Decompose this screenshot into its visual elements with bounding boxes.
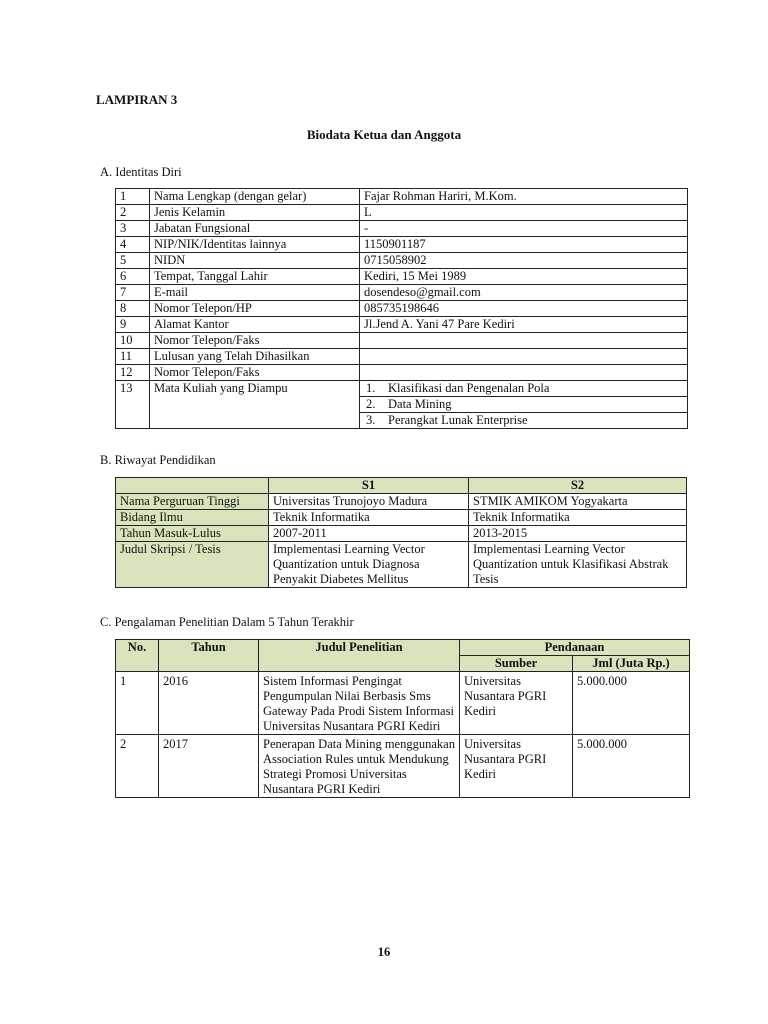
- penelitian-table: [115, 639, 690, 798]
- identitas-row: [116, 285, 688, 301]
- identitas-row: [116, 269, 688, 285]
- pendidikan-row: [116, 494, 687, 510]
- penelitian-judul: Penerapan Data Mining menggunakan Association Rules untuk Mendukung Strategi Promosi Universitas Nusantara PGRI Kediri: [259, 735, 460, 798]
- course-number: 3.: [366, 413, 376, 427]
- penelitian-no: 2: [116, 735, 159, 798]
- identitas-row: [116, 317, 688, 333]
- penelitian-tahun: 2016: [159, 672, 259, 735]
- identitas-value: [360, 333, 688, 349]
- identitas-value: [360, 365, 688, 381]
- page-title: Biodata Ketua dan Anggota: [306, 127, 462, 142]
- identitas-value: Jl.Jend A. Yani 47 Pare Kediri: [360, 317, 688, 333]
- course-name: Perangkat Lunak Enterprise: [388, 413, 528, 427]
- identitas-row: [116, 333, 688, 349]
- pendidikan-header-empty: [116, 478, 269, 494]
- identitas-value: 0715058902: [360, 253, 688, 269]
- pendidikan-label: Tahun Masuk-Lulus: [116, 526, 269, 542]
- identitas-value: 085735198646: [360, 301, 688, 317]
- pendidikan-label: Nama Perguruan Tinggi: [116, 494, 269, 510]
- pendidikan-s1: Implementasi Learning Vector Quantization untuk Diagnosa Penyakit Diabetes Mellitus: [269, 542, 469, 588]
- pendidikan-row: [116, 526, 687, 542]
- identitas-value: -: [360, 221, 688, 237]
- pendidikan-s2: STMIK AMIKOM Yogyakarta: [469, 494, 687, 510]
- identitas-row: [116, 205, 688, 221]
- pendidikan-s2: 2013-2015: [469, 526, 687, 542]
- penelitian-header-jml: Jml (Juta Rp.): [573, 656, 690, 672]
- pendidikan-header-s1: S1: [269, 478, 469, 494]
- pendidikan-row: [116, 542, 687, 588]
- identitas-label: Lulusan yang Telah Dihasilkan: [150, 349, 360, 365]
- identitas-label: Mata Kuliah yang Diampu: [150, 381, 360, 429]
- penelitian-header-pendanaan: Pendanaan: [460, 640, 690, 656]
- pendidikan-label: Bidang Ilmu: [116, 510, 269, 526]
- identitas-row: [116, 237, 688, 253]
- identitas-label: Nomor Telepon/Faks: [150, 365, 360, 381]
- identitas-value: [360, 349, 688, 365]
- pendidikan-row: [116, 510, 687, 526]
- identitas-label: Nama Lengkap (dengan gelar): [150, 189, 360, 205]
- course-item: [360, 413, 687, 429]
- identitas-no: 11: [116, 349, 150, 365]
- identitas-no: 13: [116, 381, 150, 429]
- identitas-row: [116, 365, 688, 381]
- pendidikan-s1: Teknik Informatika: [269, 510, 469, 526]
- identitas-value: dosendeso@gmail.com: [360, 285, 688, 301]
- identitas-row: [116, 349, 688, 365]
- page-number: 16: [377, 945, 391, 959]
- identitas-table: [115, 188, 688, 429]
- pendidikan-header-s2: S2: [469, 478, 687, 494]
- courses-cell: [360, 381, 688, 429]
- identitas-label: Jabatan Fungsional: [150, 221, 360, 237]
- identitas-value: Fajar Rohman Hariri, M.Kom.: [360, 189, 688, 205]
- identitas-value: L: [360, 205, 688, 221]
- identitas-no: 4: [116, 237, 150, 253]
- identitas-no: 6: [116, 269, 150, 285]
- identitas-no: 1: [116, 189, 150, 205]
- course-item: [360, 381, 687, 397]
- pendidikan-s2: Teknik Informatika: [469, 510, 687, 526]
- pendidikan-s1: Universitas Trunojoyo Madura: [269, 494, 469, 510]
- penelitian-jml: 5.000.000: [573, 672, 690, 735]
- identitas-label: NIP/NIK/Identitas lainnya: [150, 237, 360, 253]
- identitas-no: 8: [116, 301, 150, 317]
- identitas-row-courses: [116, 381, 688, 429]
- penelitian-row: [116, 735, 690, 798]
- penelitian-header-tahun: Tahun: [159, 640, 259, 672]
- lampiran-label: LAMPIRAN 3: [96, 92, 178, 107]
- identitas-no: 5: [116, 253, 150, 269]
- identitas-row: [116, 221, 688, 237]
- penelitian-header-no: No.: [116, 640, 159, 672]
- pendidikan-label: Judul Skripsi / Tesis: [116, 542, 269, 588]
- penelitian-sumber: Universitas Nusantara PGRI Kediri: [460, 735, 573, 798]
- identitas-no: 10: [116, 333, 150, 349]
- pendidikan-s2: Implementasi Learning Vector Quantization untuk Klasifikasi Abstrak Tesis: [469, 542, 687, 588]
- penelitian-header-sumber: Sumber: [460, 656, 573, 672]
- course-name: Klasifikasi dan Pengenalan Pola: [388, 381, 550, 395]
- section-b-heading: B. Riwayat Pendidikan: [100, 453, 216, 467]
- identitas-label: E-mail: [150, 285, 360, 301]
- identitas-no: 12: [116, 365, 150, 381]
- section-c-heading: C. Pengalaman Penelitian Dalam 5 Tahun Terakhir: [100, 615, 354, 629]
- penelitian-header-judul: Judul Penelitian: [259, 640, 460, 672]
- pendidikan-s1: 2007-2011: [269, 526, 469, 542]
- penelitian-judul: Sistem Informasi Pengingat Pengumpulan Nilai Berbasis Sms Gateway Pada Prodi Sistem Informasi Universitas Nusantara PGRI Kediri: [259, 672, 460, 735]
- penelitian-tahun: 2017: [159, 735, 259, 798]
- identitas-row: [116, 253, 688, 269]
- pendidikan-table: [115, 477, 687, 588]
- course-number: 1.: [366, 381, 376, 395]
- identitas-value: Kediri, 15 Mei 1989: [360, 269, 688, 285]
- identitas-label: Tempat, Tanggal Lahir: [150, 269, 360, 285]
- identitas-no: 7: [116, 285, 150, 301]
- identitas-value: 1150901187: [360, 237, 688, 253]
- identitas-label: Alamat Kantor: [150, 317, 360, 333]
- identitas-no: 3: [116, 221, 150, 237]
- penelitian-no: 1: [116, 672, 159, 735]
- identitas-label: Nomor Telepon/Faks: [150, 333, 360, 349]
- identitas-label: NIDN: [150, 253, 360, 269]
- course-item: [360, 397, 687, 413]
- section-a-heading: A. Identitas Diri: [100, 165, 182, 179]
- identitas-label: Nomor Telepon/HP: [150, 301, 360, 317]
- penelitian-row: [116, 672, 690, 735]
- identitas-no: 2: [116, 205, 150, 221]
- identitas-label: Jenis Kelamin: [150, 205, 360, 221]
- identitas-no: 9: [116, 317, 150, 333]
- identitas-row: [116, 301, 688, 317]
- identitas-row: [116, 189, 688, 205]
- course-name: Data Mining: [388, 397, 452, 411]
- course-number: 2.: [366, 397, 376, 411]
- penelitian-sumber: Universitas Nusantara PGRI Kediri: [460, 672, 573, 735]
- penelitian-jml: 5.000.000: [573, 735, 690, 798]
